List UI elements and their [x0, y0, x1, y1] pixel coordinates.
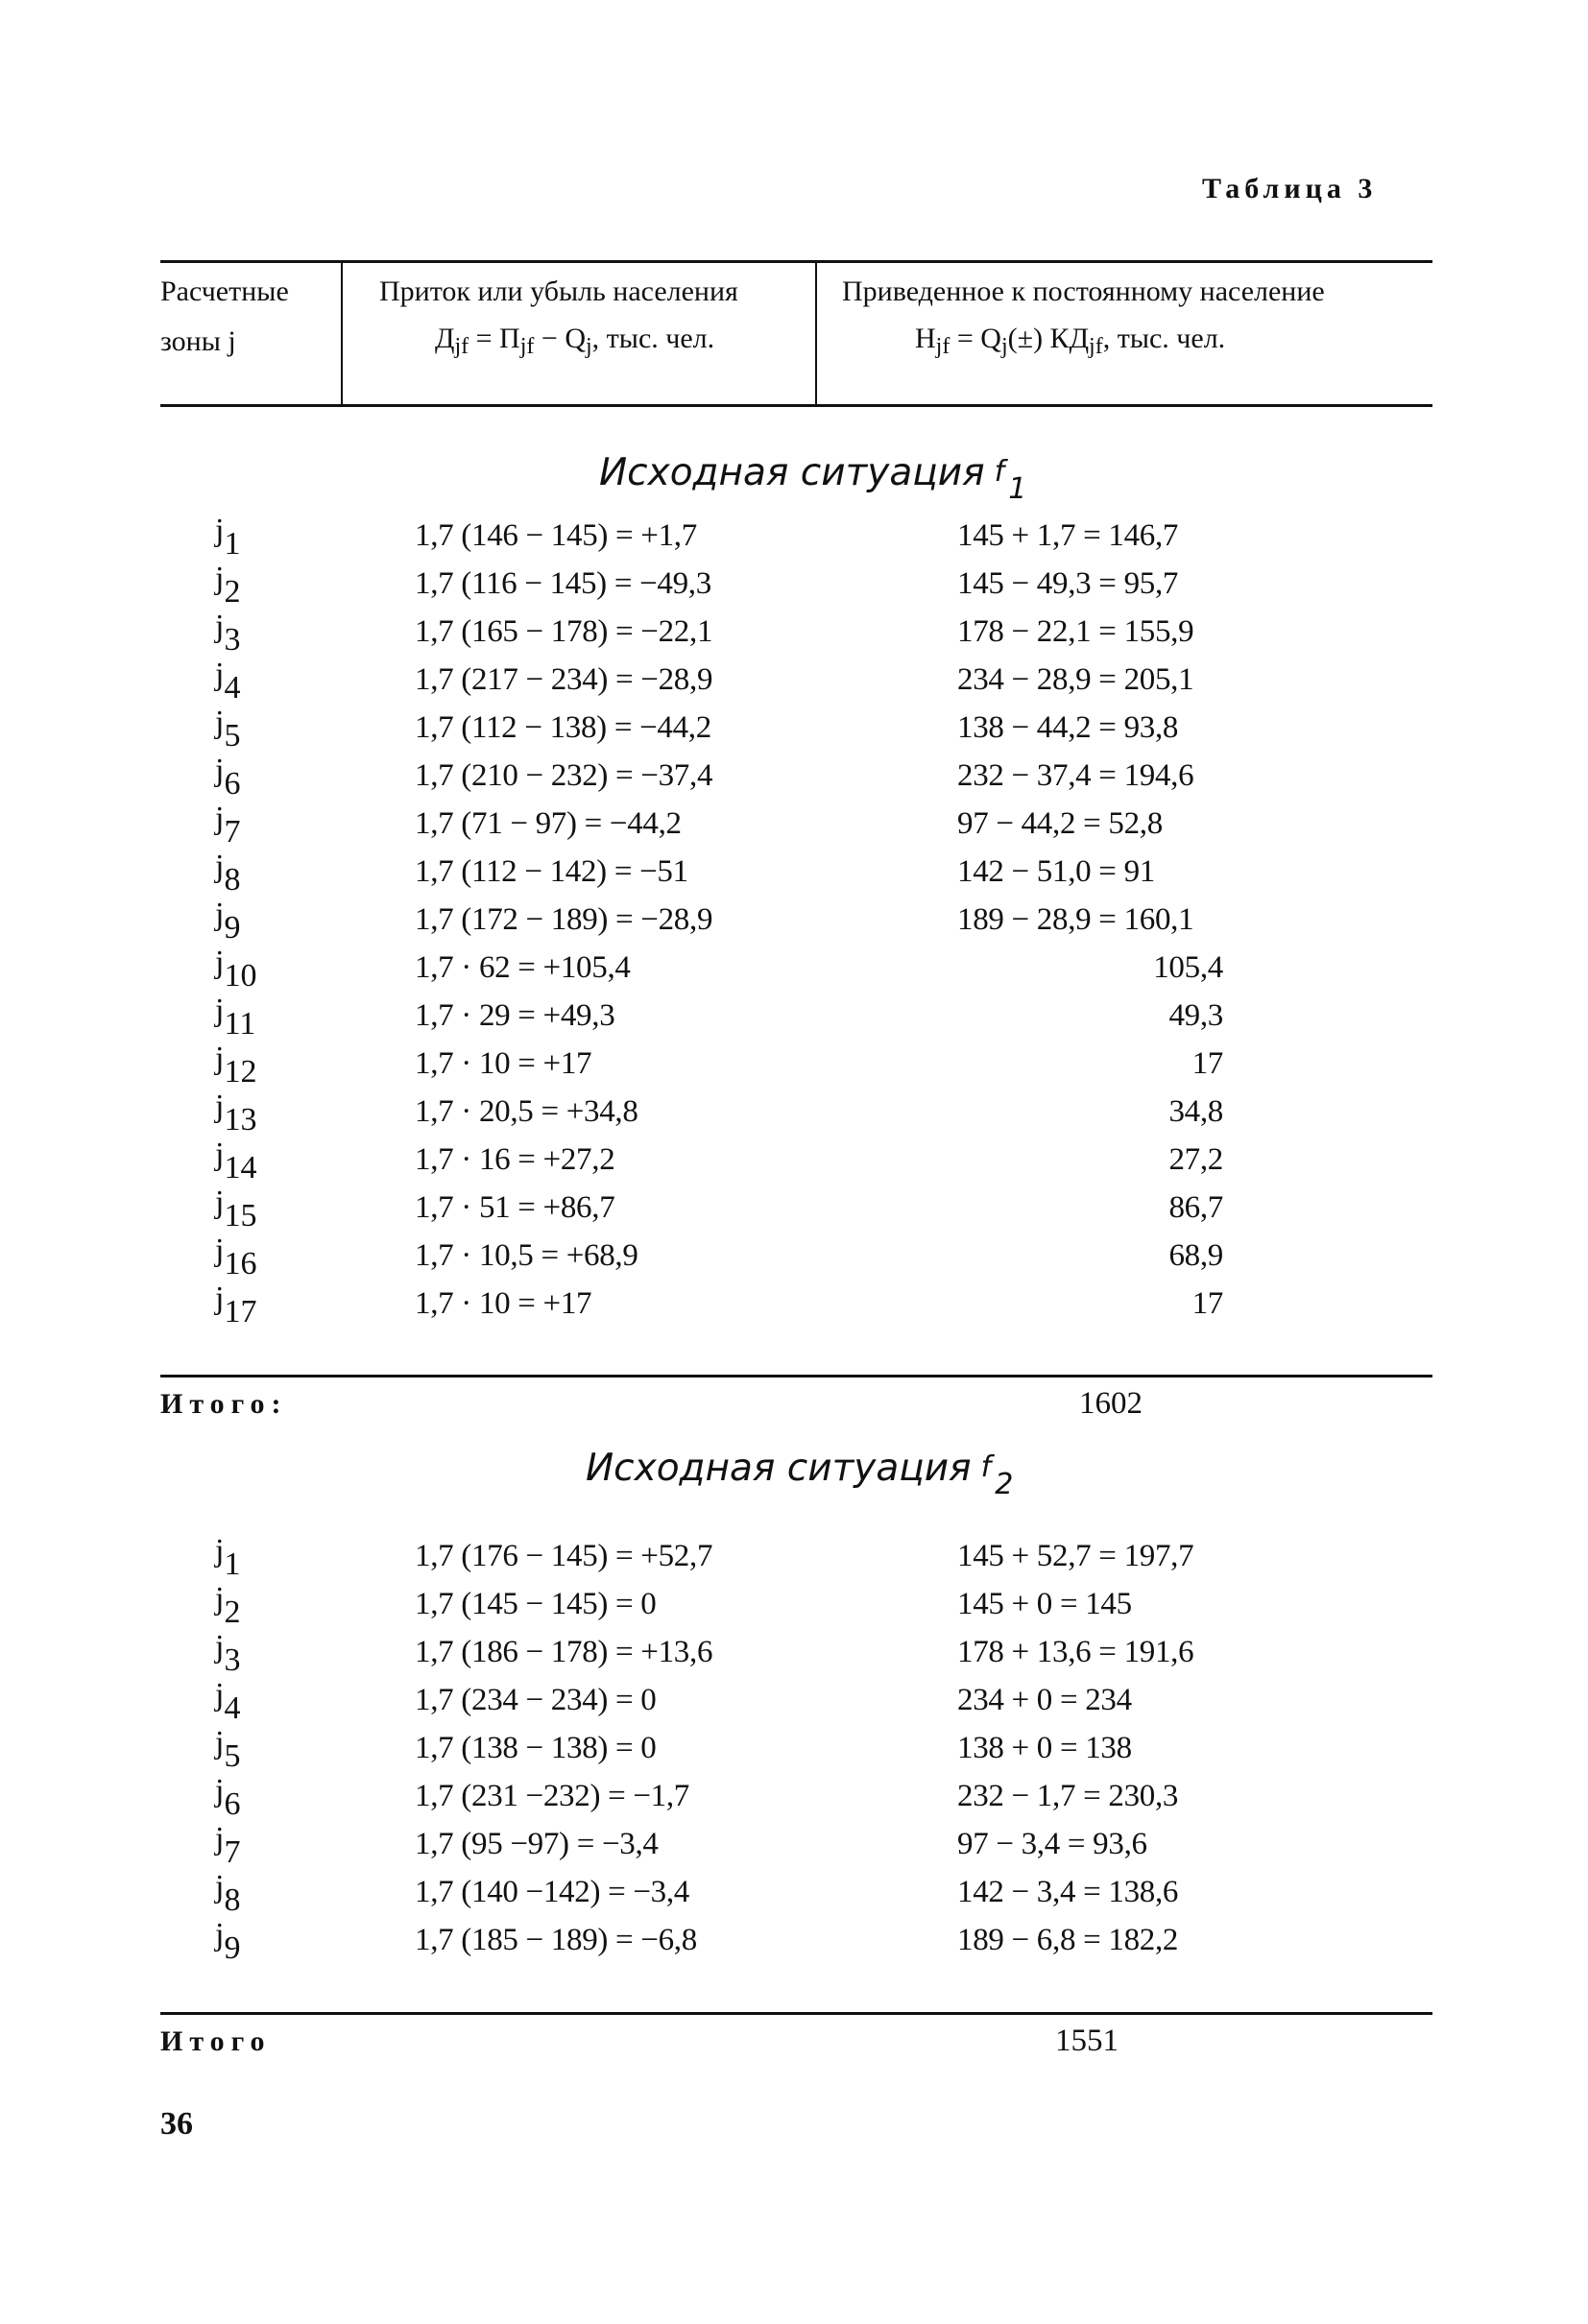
inflow-calculation: 1,7 (165 − 178) = −22,1: [415, 614, 713, 649]
population-result: 97 − 44,2 = 52,8: [957, 806, 1163, 841]
population-result: 138 + 0 = 138: [957, 1731, 1132, 1765]
zone-label: $j_9$: [215, 1917, 241, 1966]
inflow-calculation: 1,7 · 51 = +86,7: [415, 1190, 615, 1225]
zone-label: $j_5$: [215, 705, 241, 754]
section1-total-value: 1602: [1079, 1386, 1143, 1421]
population-result: 142 − 51,0 = 91: [957, 854, 1155, 889]
inflow-calculation: 1,7 (95 −97) = −3,4: [415, 1827, 659, 1861]
zone-label: $j_6$: [215, 1773, 241, 1822]
zone-label: $j_8$: [215, 1869, 241, 1918]
section2-total-value: 1551: [1055, 2024, 1119, 2058]
section-title-f2: Исходная ситуация $^f_2$: [586, 1447, 1014, 1501]
table-caption: Таблица 3: [1202, 173, 1378, 204]
population-result: 189 − 28,9 = 160,1: [957, 902, 1194, 937]
inflow-calculation: 1,7 (112 − 138) = −44,2: [415, 710, 711, 745]
inflow-calculation: 1,7 · 20,5 = +34,8: [415, 1094, 638, 1129]
zone-label: $j_7$: [215, 801, 241, 850]
population-result: 145 + 52,7 = 197,7: [957, 1539, 1194, 1573]
header-divider-1: [341, 260, 343, 406]
section2-total-rule: [160, 2012, 1432, 2015]
inflow-calculation: 1,7 (146 − 145) = +1,7: [415, 518, 697, 553]
zone-label: $j_{16}$: [215, 1233, 257, 1282]
header-bottom-rule: [160, 404, 1432, 407]
zone-label: $j_2$: [215, 1581, 241, 1630]
zone-label: $j_3$: [215, 1629, 241, 1678]
inflow-calculation: 1,7 · 29 = +49,3: [415, 998, 615, 1033]
population-result: 97 − 3,4 = 93,6: [957, 1827, 1147, 1861]
population-result: 234 − 28,9 = 205,1: [957, 662, 1194, 697]
inflow-calculation: 1,7 (116 − 145) = −49,3: [415, 566, 711, 601]
inflow-calculation: 1,7 · 16 = +27,2: [415, 1142, 615, 1177]
population-result: 178 − 22,1 = 155,9: [957, 614, 1194, 649]
inflow-calculation: 1,7 (186 − 178) = +13,6: [415, 1635, 713, 1669]
zone-label: $j_8$: [215, 849, 241, 898]
population-result: 34,8: [1168, 1094, 1223, 1129]
population-result: 27,2: [1168, 1142, 1223, 1177]
population-result: 234 + 0 = 234: [957, 1683, 1132, 1717]
population-result: 86,7: [1168, 1190, 1223, 1225]
header-col-zones-line2: зоны j: [160, 325, 236, 357]
header-divider-2: [815, 260, 817, 406]
header-col-population-line1: Приведенное к постоянному население: [842, 276, 1325, 307]
inflow-calculation: 1,7 (145 − 145) = 0: [415, 1587, 657, 1621]
zone-label: $j_2$: [215, 561, 241, 610]
inflow-calculation: 1,7 (231 −232) = −1,7: [415, 1779, 690, 1813]
zone-label: $j_1$: [215, 1533, 241, 1582]
header-col-zones-line1: Расчетные: [160, 276, 289, 307]
section-title-f1: Исходная ситуация $^f_1$: [599, 451, 1027, 506]
population-result: 68,9: [1168, 1238, 1223, 1273]
zone-label: $j_{10}$: [215, 945, 257, 994]
header-top-rule: [160, 260, 1432, 263]
population-result: 17: [1191, 1286, 1223, 1321]
inflow-calculation: 1,7 (140 −142) = −3,4: [415, 1875, 690, 1909]
inflow-calculation: 1,7 (138 − 138) = 0: [415, 1731, 657, 1765]
population-result: 145 − 49,3 = 95,7: [957, 566, 1179, 601]
inflow-calculation: 1,7 · 10,5 = +68,9: [415, 1238, 638, 1273]
inflow-calculation: 1,7 · 62 = +105,4: [415, 950, 631, 985]
inflow-calculation: 1,7 (185 − 189) = −6,8: [415, 1923, 697, 1957]
section1-total-rule: [160, 1375, 1432, 1378]
population-result: 178 + 13,6 = 191,6: [957, 1635, 1194, 1669]
section2-total-label: Итого: [160, 2025, 272, 2057]
zone-label: $j_{12}$: [215, 1041, 257, 1090]
zone-label: $j_{15}$: [215, 1185, 257, 1234]
population-result: 145 + 0 = 145: [957, 1587, 1132, 1621]
header-col-population-formula: $Н_{jf} = Q_j(\pm)$ $КД_{jf}$, тыс. чел.: [915, 323, 1226, 359]
zone-label: $j_1$: [215, 513, 241, 562]
zone-label: $j_3$: [215, 609, 241, 658]
population-result: 189 − 6,8 = 182,2: [957, 1923, 1179, 1957]
zone-label: $j_9$: [215, 897, 241, 946]
population-result: 232 − 37,4 = 194,6: [957, 758, 1194, 793]
inflow-calculation: 1,7 (71 − 97) = −44,2: [415, 806, 682, 841]
page-number: 36: [160, 2106, 193, 2142]
zone-label: $j_4$: [215, 1677, 241, 1726]
inflow-calculation: 1,7 · 10 = +17: [415, 1286, 592, 1321]
zone-label: $j_4$: [215, 657, 241, 706]
population-result: 142 − 3,4 = 138,6: [957, 1875, 1179, 1909]
zone-label: $j_6$: [215, 753, 241, 802]
header-col-flow-formula: $Д_{jf} = П_{jf} - Q_j$, тыс. чел.: [435, 323, 715, 359]
population-result: 138 − 44,2 = 93,8: [957, 710, 1179, 745]
inflow-calculation: 1,7 (210 − 232) = −37,4: [415, 758, 713, 793]
zone-label: $j_{17}$: [215, 1281, 257, 1330]
zone-label: $j_{11}$: [215, 993, 256, 1042]
zone-label: $j_{13}$: [215, 1089, 257, 1138]
population-result: 17: [1191, 1046, 1223, 1081]
population-result: 49,3: [1168, 998, 1223, 1033]
population-result: 232 − 1,7 = 230,3: [957, 1779, 1179, 1813]
inflow-calculation: 1,7 · 10 = +17: [415, 1046, 592, 1081]
inflow-calculation: 1,7 (176 − 145) = +52,7: [415, 1539, 713, 1573]
inflow-calculation: 1,7 (172 − 189) = −28,9: [415, 902, 713, 937]
population-result: 145 + 1,7 = 146,7: [957, 518, 1179, 553]
inflow-calculation: 1,7 (234 − 234) = 0: [415, 1683, 657, 1717]
population-result: 105,4: [1153, 950, 1223, 985]
section1-total-label: Итого:: [160, 1388, 288, 1420]
inflow-calculation: 1,7 (112 − 142) = −51: [415, 854, 688, 889]
zone-label: $j_{14}$: [215, 1137, 257, 1186]
zone-label: $j_5$: [215, 1725, 241, 1774]
header-col-flow-line1: Приток или убыль населения: [379, 276, 738, 307]
zone-label: $j_7$: [215, 1821, 241, 1870]
inflow-calculation: 1,7 (217 − 234) = −28,9: [415, 662, 713, 697]
